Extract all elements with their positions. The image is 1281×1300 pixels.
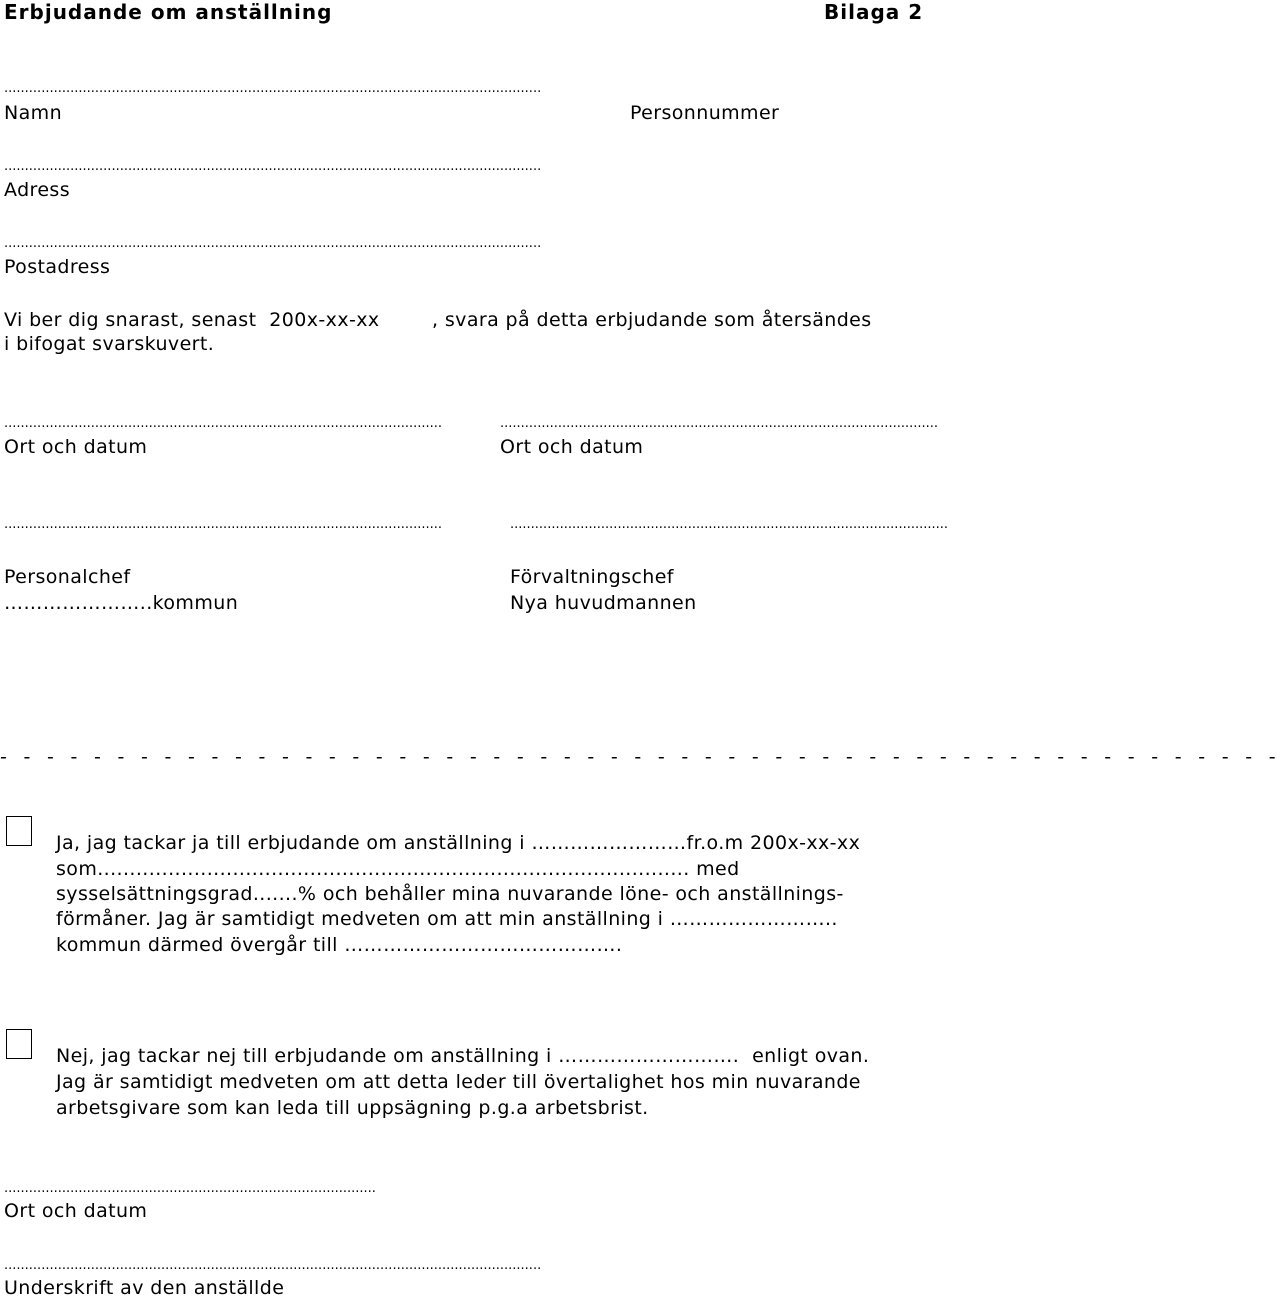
- employee-signature-label: Underskrift av den anställde: [4, 1277, 285, 1299]
- municipality-label: …………………..kommun: [4, 592, 239, 614]
- address-fill-line: ..................................................................................................................................: [4, 159, 542, 174]
- employee-place-date-fill: ..........................................................................................: [4, 1181, 376, 1196]
- employee-place-date-label: Ort och datum: [4, 1200, 148, 1222]
- accept-text-2: som............................................................................................ med: [56, 858, 740, 880]
- decline-text-1: Nej, jag tackar nej till erbjudande om anställning i ………………………. enligt ovan.: [56, 1045, 870, 1067]
- accept-text-3: sysselsättningsgrad.......% och behåller mina nuvarande löne- och anställnings-: [56, 883, 844, 905]
- annex-label: Bilaga 2: [824, 0, 924, 24]
- hr-manager-label: Personalchef: [4, 566, 131, 588]
- decline-text-2: Jag är samtidigt medveten om att detta leder till övertalighet hos min nuvarande: [56, 1071, 861, 1093]
- accept-text-5: kommun därmed övergår till …………………………………….: [56, 934, 623, 956]
- decline-text-3: arbetsgivare som kan leda till uppsägning p.g.a arbetsbrist.: [56, 1097, 649, 1119]
- left-place-date-fill: ..........................................................................................................: [4, 416, 443, 431]
- cut-separator: - - - - - - - - - - - - - - - - - - - - - - - - - - - - - - - - - - - - - - - - - - - - - - - - - - - - - - -: [0, 746, 1281, 768]
- instruction-text-2: i bifogat svarskuvert.: [4, 333, 215, 355]
- instruction-text-1b: , svara på detta erbjudande som återsändes: [432, 309, 872, 331]
- decline-checkbox[interactable]: [6, 1029, 32, 1059]
- accept-checkbox[interactable]: [6, 816, 32, 846]
- left-place-date-label: Ort och datum: [4, 436, 148, 458]
- left-signature-fill: ..........................................................................................................: [4, 517, 443, 532]
- instruction-text-1a: Vi ber dig snarast, senast 200x-xx-xx: [4, 309, 380, 331]
- name-fill-line: ..................................................................................................................................: [4, 81, 542, 96]
- address-label: Adress: [4, 179, 71, 201]
- right-signature-fill: ..........................................................................................................: [510, 517, 949, 532]
- name-label: Namn: [4, 102, 63, 124]
- employee-signature-fill: ..................................................................................................................................: [4, 1258, 542, 1273]
- accept-text-1: Ja, jag tackar ja till erbjudande om anställning i ……………………fr.o.m 200x-xx-xx: [56, 832, 861, 854]
- right-place-date-fill: ..........................................................................................................: [500, 416, 939, 431]
- new-principal-label: Nya huvudmannen: [510, 592, 697, 614]
- administration-manager-label: Förvaltningschef: [510, 566, 674, 588]
- postal-address-label: Postadress: [4, 256, 111, 278]
- right-place-date-label: Ort och datum: [500, 436, 644, 458]
- postal-fill-line: ..................................................................................................................................: [4, 236, 542, 251]
- accept-text-4: förmåner. Jag är samtidigt medveten om att min anställning i ……………………..: [56, 908, 838, 930]
- personal-number-label: Personnummer: [630, 102, 780, 124]
- document-title: Erbjudande om anställning: [4, 0, 333, 24]
